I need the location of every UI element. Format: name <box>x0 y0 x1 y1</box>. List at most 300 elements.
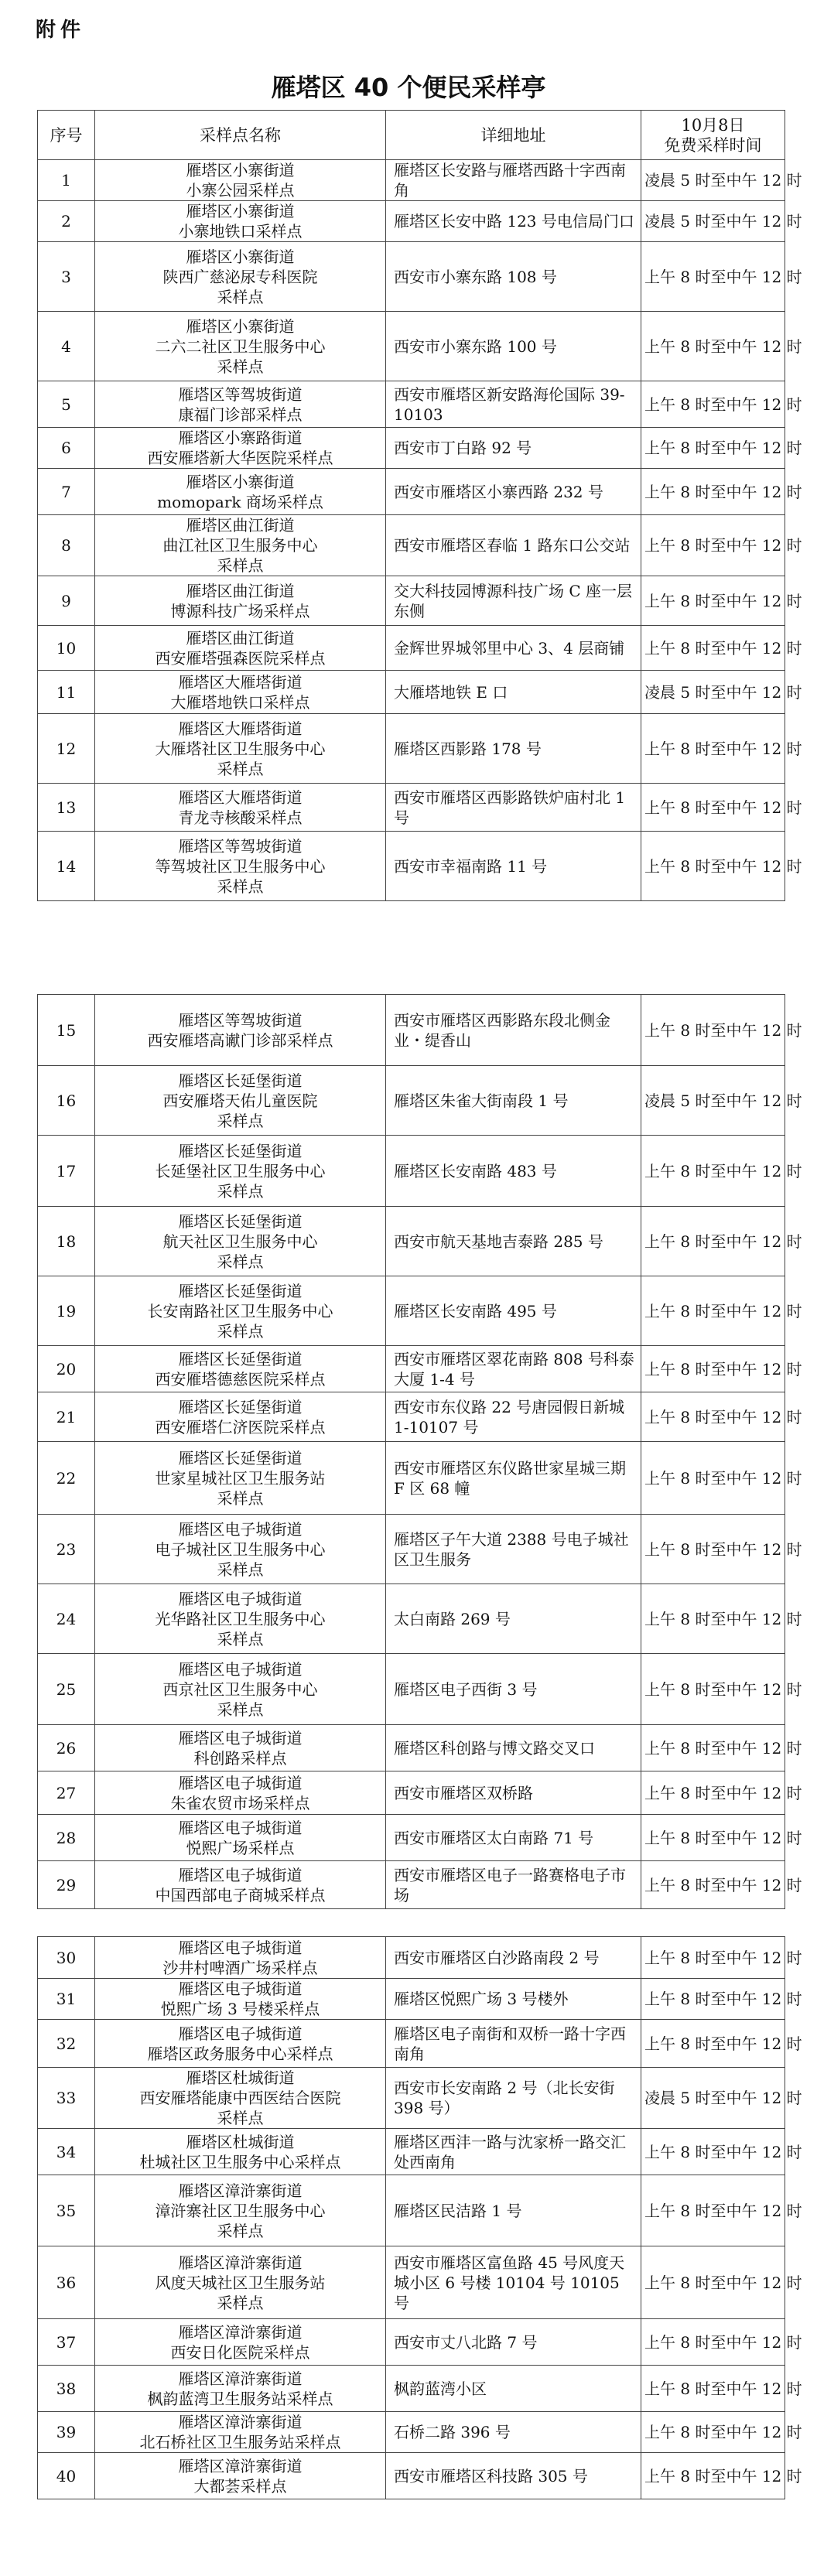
site-address: 雁塔区长安路与雁塔西路十字西南角 <box>386 160 641 201</box>
site-name-line: 西京社区卫生服务中心 <box>162 1679 318 1699</box>
site-name-line: 雁塔区曲江街道 <box>186 628 295 647</box>
table-row <box>38 1815 785 1861</box>
site-name-line: 长延堡社区卫生服务中心 <box>155 1161 326 1180</box>
site-name-cell <box>95 2020 386 2068</box>
site-name-line: 采样点 <box>217 1629 264 1648</box>
table-row <box>38 1937 785 1979</box>
site-address: 西安市雁塔区小寨西路 232 号 <box>386 469 641 515</box>
table-header-row <box>38 111 785 160</box>
row-number: 21 <box>38 1392 95 1442</box>
row-number: 35 <box>38 2175 95 2246</box>
site-name-line: 大都荟采样点 <box>193 2476 287 2496</box>
site-address: 西安市丁白路 92 号 <box>386 428 641 469</box>
site-name-cell <box>95 576 386 626</box>
site-name-line: 雁塔区电子城街道 <box>178 1773 303 1792</box>
site-name-cell <box>95 2068 386 2129</box>
header-time-label: 免费采样时间 <box>664 135 762 155</box>
row-number: 24 <box>38 1584 95 1654</box>
site-name-line: 雁塔区电子城街道 <box>178 1818 303 1837</box>
site-name-line: 西安雁塔强森医院采样点 <box>155 648 326 668</box>
table-row <box>38 1725 785 1771</box>
sampling-time: 上午 8 时至中午 12 时 <box>641 2020 785 2068</box>
row-number: 15 <box>38 995 95 1066</box>
row-number: 7 <box>38 469 95 515</box>
table-row <box>38 1979 785 2020</box>
row-number: 39 <box>38 2412 95 2453</box>
site-name-line: 西安雁塔天佑儿童医院 <box>162 1091 318 1110</box>
sampling-time: 上午 8 时至中午 12 时 <box>641 2246 785 2319</box>
site-name-cell <box>95 1346 386 1392</box>
site-name-line: 采样点 <box>217 2293 264 2312</box>
table-row <box>38 1861 785 1909</box>
site-name-line: 雁塔区大雁塔街道 <box>178 719 303 738</box>
site-name-line: 雁塔区漳浒寨街道 <box>178 2253 303 2272</box>
row-number: 10 <box>38 626 95 671</box>
row-number: 4 <box>38 312 95 381</box>
site-name-line: 杜城社区卫生服务中心采样点 <box>139 2152 341 2171</box>
row-number: 1 <box>38 160 95 201</box>
site-address: 西安市雁塔区春临 1 路东口公交站 <box>386 515 641 576</box>
table-row <box>38 312 785 381</box>
table-row <box>38 2129 785 2175</box>
site-name-line: 电子城社区卫生服务中心 <box>155 1539 326 1559</box>
site-address: 西安市小寨东路 100 号 <box>386 312 641 381</box>
sampling-time: 凌晨 5 时至中午 12 时 <box>641 160 785 201</box>
site-name-cell <box>95 2453 386 2499</box>
site-address: 西安市丈八北路 7 号 <box>386 2319 641 2366</box>
table-row <box>38 515 785 576</box>
sampling-time: 上午 8 时至中午 12 时 <box>641 1346 785 1392</box>
site-name-line: 长安南路社区卫生服务中心 <box>147 1301 333 1320</box>
sampling-time: 上午 8 时至中午 12 时 <box>641 1861 785 1909</box>
site-name-line: 雁塔区电子城街道 <box>178 1659 303 1679</box>
site-name-cell <box>95 160 386 201</box>
site-name-line: 世家星城社区卫生服务站 <box>155 1468 326 1488</box>
site-address: 雁塔区科创路与博文路交叉口 <box>386 1725 641 1771</box>
site-address: 金辉世界城邻里中心 3、4 层商铺 <box>386 626 641 671</box>
site-name-line: 博源科技广场采样点 <box>170 601 310 620</box>
header-time-date: 10月8日 <box>681 115 745 135</box>
table-row <box>38 714 785 784</box>
site-name-line: 雁塔区小寨路街道 <box>178 429 303 447</box>
site-address: 西安市雁塔区科技路 305 号 <box>386 2453 641 2499</box>
site-address: 西安市雁塔区电子一路赛格电子市场 <box>386 1861 641 1909</box>
row-number: 22 <box>38 1442 95 1515</box>
table-row <box>38 381 785 428</box>
site-name-cell <box>95 1515 386 1584</box>
site-name-line: 科创路采样点 <box>193 1748 287 1768</box>
sampling-time: 上午 8 时至中午 12 时 <box>641 1584 785 1654</box>
sampling-time: 凌晨 5 时至中午 12 时 <box>641 201 785 242</box>
row-number: 6 <box>38 428 95 469</box>
sampling-time: 上午 8 时至中午 12 时 <box>641 381 785 428</box>
site-name-line: 采样点 <box>217 1488 264 1508</box>
row-number: 5 <box>38 381 95 428</box>
sampling-time: 上午 8 时至中午 12 时 <box>641 1515 785 1584</box>
site-name-line: 雁塔区小寨街道 <box>186 316 295 336</box>
site-name-line: 雁塔区漳浒寨街道 <box>178 2181 303 2200</box>
site-address: 大雁塔地铁 E 口 <box>386 671 641 714</box>
site-name-line: 采样点 <box>217 2221 264 2240</box>
site-name-cell <box>95 515 386 576</box>
sampling-time: 凌晨 5 时至中午 12 时 <box>641 1066 785 1136</box>
site-name-line: 雁塔区电子城街道 <box>178 2024 303 2043</box>
sampling-time: 凌晨 5 时至中午 12 时 <box>641 2068 785 2129</box>
table-row <box>38 201 785 242</box>
site-name-cell <box>95 626 386 671</box>
site-address: 雁塔区电子西街 3 号 <box>386 1654 641 1725</box>
site-name-cell <box>95 1392 386 1442</box>
site-name-line: 采样点 <box>217 1321 264 1341</box>
site-name-cell <box>95 381 386 428</box>
table-row <box>38 2319 785 2366</box>
site-address: 交大科技园博源科技广场 C 座一层东侧 <box>386 576 641 626</box>
site-name-line: 枫韵蓝湾卫生服务站采样点 <box>147 2389 333 2408</box>
site-name-line: 沙井村啤酒广场采样点 <box>162 1958 318 1977</box>
site-name-cell <box>95 832 386 901</box>
row-number: 33 <box>38 2068 95 2129</box>
site-name-line: 小寨公园采样点 <box>186 181 295 200</box>
sampling-time: 上午 8 时至中午 12 时 <box>641 784 785 832</box>
sampling-table-3 <box>37 1936 802 2499</box>
site-name-line: 雁塔区小寨街道 <box>186 161 295 179</box>
row-number: 18 <box>38 1207 95 1276</box>
site-name-line: 雁塔区大雁塔街道 <box>178 787 303 807</box>
site-name-line: 二六二社区卫生服务中心 <box>155 337 326 356</box>
site-name-line: 西安日化医院采样点 <box>170 2342 310 2362</box>
site-name-cell <box>95 2319 386 2366</box>
row-number: 14 <box>38 832 95 901</box>
table-row <box>38 2412 785 2453</box>
site-name-line: 雁塔区长延堡街道 <box>178 1448 303 1467</box>
row-number: 26 <box>38 1725 95 1771</box>
site-name-line: 采样点 <box>217 1560 264 1579</box>
sampling-time: 上午 8 时至中午 12 时 <box>641 1136 785 1207</box>
site-name-line: 雁塔区电子城街道 <box>178 1728 303 1748</box>
table-row <box>38 1584 785 1654</box>
site-name-cell <box>95 2246 386 2319</box>
table-row <box>38 626 785 671</box>
row-number: 2 <box>38 201 95 242</box>
sampling-time: 凌晨 5 时至中午 12 时 <box>641 671 785 714</box>
row-number: 11 <box>38 671 95 714</box>
table-segment-3 <box>37 1936 802 2499</box>
header-no: 序号 <box>38 111 95 160</box>
site-address: 西安市雁塔区西影路东段北侧金业・缇香山 <box>386 995 641 1066</box>
row-number: 3 <box>38 242 95 312</box>
row-number: 36 <box>38 2246 95 2319</box>
site-name-line: 康福门诊部采样点 <box>178 405 303 424</box>
site-address: 雁塔区民洁路 1 号 <box>386 2175 641 2246</box>
site-name-line: 雁塔区漳浒寨街道 <box>178 2369 303 2388</box>
table-row <box>38 2246 785 2319</box>
table-row <box>38 2366 785 2412</box>
site-name-line: 雁塔区电子城街道 <box>178 1938 303 1957</box>
row-number: 19 <box>38 1276 95 1346</box>
sampling-time: 上午 8 时至中午 12 时 <box>641 312 785 381</box>
site-name-cell <box>95 671 386 714</box>
site-address: 枫韵蓝湾小区 <box>386 2366 641 2412</box>
sampling-time: 上午 8 时至中午 12 时 <box>641 1815 785 1861</box>
site-name-line: 雁塔区等驾坡街道 <box>178 384 303 404</box>
site-name-line: 西安雁塔德慈医院采样点 <box>155 1369 326 1389</box>
site-name-cell <box>95 1815 386 1861</box>
site-name-cell <box>95 312 386 381</box>
site-name-line: 采样点 <box>217 876 264 896</box>
table-row <box>38 2068 785 2129</box>
site-name-line: 大雁塔地铁口采样点 <box>170 692 310 712</box>
sampling-time: 上午 8 时至中午 12 时 <box>641 469 785 515</box>
site-name-cell <box>95 784 386 832</box>
site-name-cell <box>95 1979 386 2020</box>
sampling-time: 上午 8 时至中午 12 时 <box>641 1207 785 1276</box>
site-name-line: 采样点 <box>217 1252 264 1271</box>
site-name-cell <box>95 201 386 242</box>
table-row <box>38 1346 785 1392</box>
site-name-cell <box>95 1771 386 1815</box>
row-number: 17 <box>38 1136 95 1207</box>
row-number: 8 <box>38 515 95 576</box>
site-name-line: 雁塔区大雁塔街道 <box>178 672 303 692</box>
sampling-time: 上午 8 时至中午 12 时 <box>641 1654 785 1725</box>
site-name-line: 雁塔区曲江街道 <box>186 581 295 600</box>
site-name-line: 雁塔区等驾坡街道 <box>178 836 303 856</box>
sampling-time: 上午 8 时至中午 12 时 <box>641 1771 785 1815</box>
table-row <box>38 1515 785 1584</box>
site-name-line: 青龙寺核酸采样点 <box>178 808 303 827</box>
site-name-line: 采样点 <box>217 759 264 778</box>
site-address: 西安市小寨东路 108 号 <box>386 242 641 312</box>
site-address: 西安市雁塔区新安路海伦国际 39-10103 <box>386 381 641 428</box>
sampling-time: 上午 8 时至中午 12 时 <box>641 1276 785 1346</box>
site-address: 雁塔区朱雀大街南段 1 号 <box>386 1066 641 1136</box>
site-name-line: 雁塔区电子城街道 <box>178 1519 303 1539</box>
site-address: 西安市雁塔区双桥路 <box>386 1771 641 1815</box>
sampling-time: 上午 8 时至中午 12 时 <box>641 2412 785 2453</box>
site-name-line: 采样点 <box>217 1111 264 1130</box>
site-name-cell <box>95 2366 386 2412</box>
table-row <box>38 784 785 832</box>
site-name-line: 雁塔区政务服务中心采样点 <box>147 2044 333 2063</box>
site-name-line: 采样点 <box>217 1181 264 1201</box>
row-number: 20 <box>38 1346 95 1392</box>
table-row <box>38 1136 785 1207</box>
site-name-line: 大雁塔社区卫生服务中心 <box>155 739 326 758</box>
site-name-cell <box>95 2412 386 2453</box>
site-name-line: 雁塔区电子城街道 <box>178 1865 303 1884</box>
table-row <box>38 469 785 515</box>
site-address: 西安市航天基地吉泰路 285 号 <box>386 1207 641 1276</box>
header-address: 详细地址 <box>386 111 641 160</box>
row-number: 12 <box>38 714 95 784</box>
sampling-time: 上午 8 时至中午 12 时 <box>641 1725 785 1771</box>
site-name-line: 雁塔区电子城街道 <box>178 1980 303 1998</box>
site-name-line: momopark 商场采样点 <box>157 492 323 511</box>
site-name-line: 漳浒寨社区卫生服务中心 <box>155 2201 326 2220</box>
site-name-cell <box>95 2129 386 2175</box>
row-number: 34 <box>38 2129 95 2175</box>
site-address: 雁塔区子午大道 2388 号电子城社区卫生服务 <box>386 1515 641 1584</box>
header-time <box>641 111 785 160</box>
site-address: 雁塔区西影路 178 号 <box>386 714 641 784</box>
site-name-line: 北石桥社区卫生服务站采样点 <box>139 2433 341 2451</box>
site-name-line: 雁塔区电子城街道 <box>178 1589 303 1608</box>
table-row <box>38 671 785 714</box>
site-name-cell <box>95 1136 386 1207</box>
site-name-line: 光华路社区卫生服务中心 <box>155 1609 326 1628</box>
row-number: 9 <box>38 576 95 626</box>
sampling-time: 上午 8 时至中午 12 时 <box>641 2129 785 2175</box>
site-name-cell <box>95 242 386 312</box>
site-address: 雁塔区长安南路 495 号 <box>386 1276 641 1346</box>
site-address: 西安市雁塔区太白南路 71 号 <box>386 1815 641 1861</box>
site-name-line: 雁塔区小寨街道 <box>186 202 295 220</box>
table-row <box>38 1442 785 1515</box>
site-name-line: 雁塔区漳浒寨街道 <box>178 2413 303 2431</box>
site-address: 石桥二路 396 号 <box>386 2412 641 2453</box>
sampling-time: 上午 8 时至中午 12 时 <box>641 242 785 312</box>
table-row <box>38 428 785 469</box>
site-address: 雁塔区西沣一路与沈家桥一路交汇处西南角 <box>386 2129 641 2175</box>
table-row <box>38 576 785 626</box>
site-name-cell <box>95 469 386 515</box>
row-number: 32 <box>38 2020 95 2068</box>
site-name-cell <box>95 1276 386 1346</box>
table-row <box>38 160 785 201</box>
site-address: 西安市雁塔区白沙路南段 2 号 <box>386 1937 641 1979</box>
site-name-line: 西安雁塔仁济医院采样点 <box>155 1417 326 1437</box>
site-address: 西安市长安南路 2 号（北长安街 398 号） <box>386 2068 641 2129</box>
row-number: 16 <box>38 1066 95 1136</box>
table-segment-2 <box>37 994 802 1909</box>
site-name-line: 陕西广慈泌尿专科医院 <box>162 267 318 286</box>
table-row <box>38 1771 785 1815</box>
table-row <box>38 995 785 1066</box>
sampling-time: 上午 8 时至中午 12 时 <box>641 626 785 671</box>
table-row <box>38 2175 785 2246</box>
site-name-line: 雁塔区长延堡街道 <box>178 1071 303 1090</box>
sampling-time: 上午 8 时至中午 12 时 <box>641 1979 785 2020</box>
site-name-line: 风度天城社区卫生服务站 <box>155 2273 326 2292</box>
site-name-line: 西安雁塔能康中西医结合医院 <box>139 2089 341 2107</box>
site-name-line: 采样点 <box>217 2109 264 2127</box>
site-name-line: 雁塔区长延堡街道 <box>178 1211 303 1231</box>
sampling-time: 上午 8 时至中午 12 时 <box>641 2366 785 2412</box>
site-name-line: 采样点 <box>217 357 264 376</box>
row-number: 25 <box>38 1654 95 1725</box>
sampling-time: 上午 8 时至中午 12 时 <box>641 1937 785 1979</box>
row-number: 30 <box>38 1937 95 1979</box>
site-name-cell <box>95 428 386 469</box>
site-address: 雁塔区长安中路 123 号电信局门口 <box>386 201 641 242</box>
site-name-line: 朱雀农贸市场采样点 <box>170 1793 310 1812</box>
site-name-line: 悦熙广场采样点 <box>186 1838 295 1857</box>
site-name-line: 雁塔区长延堡街道 <box>178 1349 303 1368</box>
sampling-table-2 <box>37 994 802 1909</box>
sampling-time: 上午 8 时至中午 12 时 <box>641 714 785 784</box>
site-name-cell <box>95 714 386 784</box>
site-name-line: 雁塔区漳浒寨街道 <box>178 2322 303 2342</box>
attachment-label: 附件 <box>36 19 86 42</box>
row-number: 31 <box>38 1979 95 2020</box>
site-name-line: 悦熙广场 3 号楼采样点 <box>160 2000 320 2018</box>
site-address: 西安市雁塔区西影路铁炉庙村北 1 号 <box>386 784 641 832</box>
table-row <box>38 242 785 312</box>
site-name-line: 雁塔区杜城街道 <box>186 2069 295 2087</box>
row-number: 37 <box>38 2319 95 2366</box>
site-name-cell <box>95 1207 386 1276</box>
row-number: 13 <box>38 784 95 832</box>
site-name-line: 西安雁塔新大华医院采样点 <box>147 449 333 467</box>
site-name-line: 采样点 <box>217 1700 264 1719</box>
page-title: 雁塔区 40 个便民采样亭 <box>271 73 546 102</box>
table-segment-1 <box>37 110 802 901</box>
site-name-line: 采样点 <box>217 287 264 306</box>
sampling-time: 上午 8 时至中午 12 时 <box>641 2175 785 2246</box>
table-row <box>38 1654 785 1725</box>
site-name-line: 雁塔区小寨街道 <box>186 247 295 266</box>
table-row <box>38 832 785 901</box>
site-name-line: 航天社区卫生服务中心 <box>162 1232 318 1251</box>
site-name-cell <box>95 2175 386 2246</box>
site-name-line: 雁塔区杜城街道 <box>186 2132 295 2151</box>
site-name-cell <box>95 1725 386 1771</box>
sampling-time: 上午 8 时至中午 12 时 <box>641 576 785 626</box>
site-address: 雁塔区电子南街和双桥一路十字西南角 <box>386 2020 641 2068</box>
site-name-line: 西安雁塔高谳门诊部采样点 <box>147 1030 333 1050</box>
site-name-line: 等驾坡社区卫生服务中心 <box>155 856 326 876</box>
table-row <box>38 1392 785 1442</box>
site-address: 西安市雁塔区翠花南路 808 号科泰大厦 1-4 号 <box>386 1346 641 1392</box>
site-name-cell <box>95 995 386 1066</box>
site-name-cell <box>95 1937 386 1979</box>
table-row <box>38 1066 785 1136</box>
sampling-time: 上午 8 时至中午 12 时 <box>641 2453 785 2499</box>
site-address: 西安市幸福南路 11 号 <box>386 832 641 901</box>
site-address: 西安市雁塔区东仪路世家星城三期 F 区 68 幢 <box>386 1442 641 1515</box>
site-address: 雁塔区悦熙广场 3 号楼外 <box>386 1979 641 2020</box>
row-number: 38 <box>38 2366 95 2412</box>
row-number: 29 <box>38 1861 95 1909</box>
site-name-cell <box>95 1066 386 1136</box>
site-name-line: 雁塔区长延堡街道 <box>178 1397 303 1416</box>
site-name-line: 雁塔区小寨街道 <box>186 472 295 491</box>
site-address: 西安市东仪路 22 号唐园假日新城 1-10107 号 <box>386 1392 641 1442</box>
sampling-time: 上午 8 时至中午 12 时 <box>641 428 785 469</box>
header-name: 采样点名称 <box>95 111 386 160</box>
site-name-line: 雁塔区等驾坡街道 <box>178 1010 303 1030</box>
site-name-line: 小寨地铁口采样点 <box>178 222 303 241</box>
site-name-line: 雁塔区长延堡街道 <box>178 1281 303 1300</box>
site-address: 雁塔区长安南路 483 号 <box>386 1136 641 1207</box>
site-name-line: 中国西部电子商城采样点 <box>155 1885 326 1905</box>
table-row <box>38 2020 785 2068</box>
sampling-time: 上午 8 时至中午 12 时 <box>641 832 785 901</box>
sampling-time: 上午 8 时至中午 12 时 <box>641 1442 785 1515</box>
sampling-time: 上午 8 时至中午 12 时 <box>641 995 785 1066</box>
site-name-line: 采样点 <box>217 556 264 575</box>
table-row <box>38 2453 785 2499</box>
site-name-line: 曲江社区卫生服务中心 <box>162 536 318 555</box>
table-row <box>38 1207 785 1276</box>
row-number: 27 <box>38 1771 95 1815</box>
site-name-line: 雁塔区长延堡街道 <box>178 1141 303 1160</box>
sampling-time: 上午 8 时至中午 12 时 <box>641 1392 785 1442</box>
sampling-time: 上午 8 时至中午 12 时 <box>641 515 785 576</box>
sampling-table-1 <box>37 110 802 901</box>
site-address: 西安市雁塔区富鱼路 45 号风度天城小区 6 号楼 10104 号 10105 号 <box>386 2246 641 2319</box>
site-name-cell <box>95 1584 386 1654</box>
